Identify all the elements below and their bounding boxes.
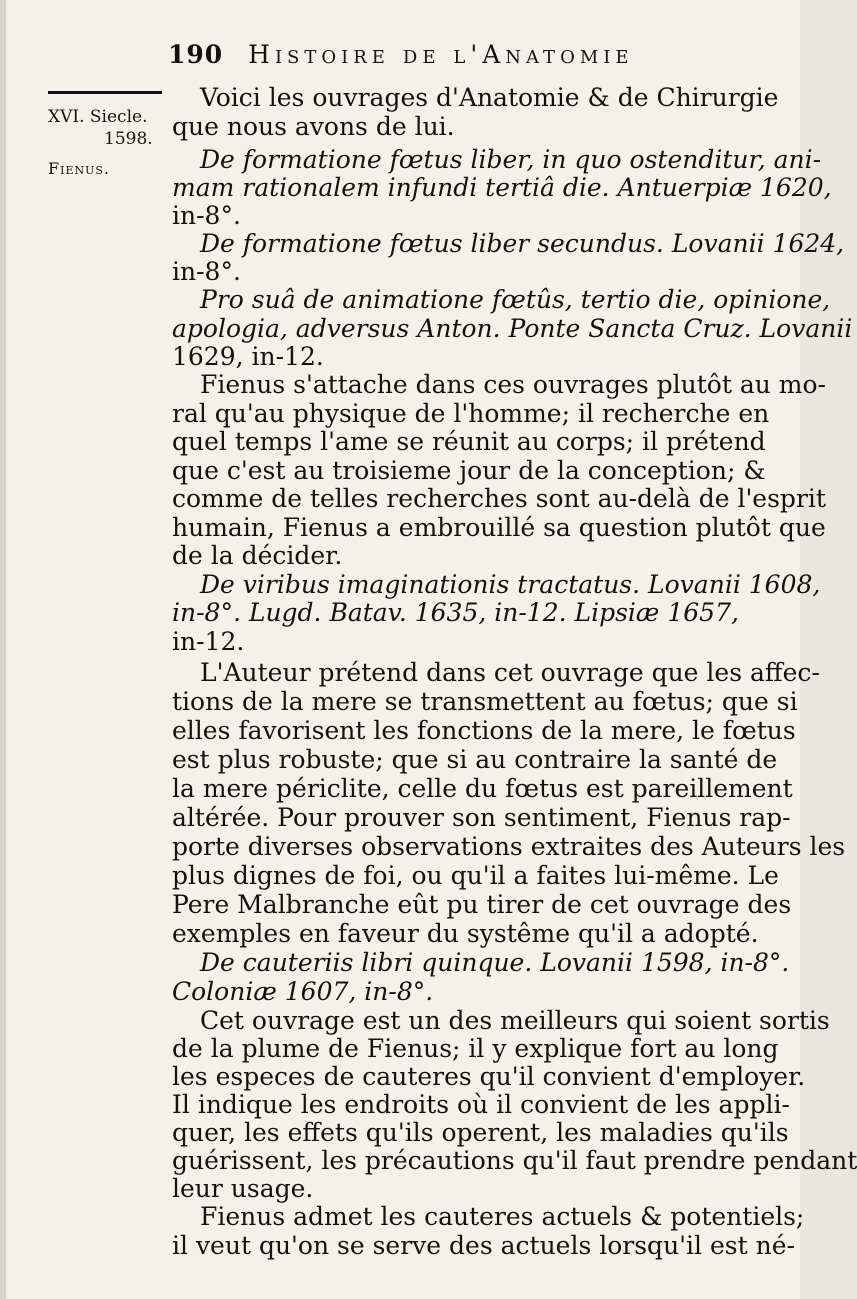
title-line: De cauteriis libri quinque. Lovanii 1598, in-8°.	[200, 948, 790, 977]
text-line: tions de la mere se transmettent au fœtus; que si	[172, 687, 798, 716]
margin-rule	[48, 91, 162, 94]
text-line: de la plume de Fienus; il y explique fort au long	[172, 1034, 779, 1063]
text-line: in-8°.	[172, 201, 241, 230]
text-line: que c'est au troisieme jour de la conception; &	[172, 456, 766, 485]
text-line: Voici les ouvrages d'Anatomie & de Chirurgie	[200, 83, 779, 112]
text-line: ral qu'au physique de l'homme; il recherche en	[172, 399, 770, 428]
title-line: Coloniæ 1607, in-8°.	[172, 977, 434, 1006]
text-line: quel temps l'ame se réunit au corps; il prétend	[172, 427, 766, 456]
text-line: elles favorisent les fonctions de la mere, le fœtus	[172, 716, 796, 745]
margin-note-year: 1598.	[104, 129, 153, 149]
text-line: est plus robuste; que si au contraire la santé de	[172, 745, 778, 774]
text-line: il veut qu'on se serve des actuels lorsqu'il est né-	[172, 1231, 795, 1260]
margin-note-century: XVI. Siecle.	[48, 107, 148, 127]
text-line: in-12.	[172, 627, 245, 656]
text-line: plus dignes de foi, ou qu'il a faites lui-même. Le	[172, 861, 779, 890]
text-line: de la décider.	[172, 541, 343, 570]
text-line: altérée. Pour prouver son sentiment, Fienus rap-	[172, 803, 791, 832]
text-line: porte diverses observations extraites des Auteurs les	[172, 832, 846, 861]
page-number: 190	[168, 40, 224, 69]
text-line: la mere périclite, celle du fœtus est pareillement	[172, 774, 793, 803]
text-line: Fienus s'attache dans ces ouvrages plutôt au mo-	[200, 370, 826, 399]
text-line: exemples en faveur du systême qu'il a adopté.	[172, 919, 759, 948]
text-line: Cet ouvrage est un des meilleurs qui soient sortis	[200, 1006, 830, 1035]
title-line: in-8°. Lugd. Batav. 1635, in-12. Lipsiæ 1657,	[172, 598, 739, 627]
page-edge-shadow	[0, 0, 6, 1299]
margin-note-author: Fienus.	[48, 159, 110, 178]
title-line: De formatione fœtus liber secundus. Lovanii 1624,	[200, 229, 845, 258]
running-header	[168, 40, 668, 76]
text-line: Il indique les endroits où il convient de les appli-	[172, 1090, 790, 1119]
text-line: 1629, in-12.	[172, 342, 324, 371]
title-line: apologia, adversus Anton. Ponte Sancta Cruz. Lovanii	[172, 314, 853, 343]
text-line: leur usage.	[172, 1174, 314, 1203]
title-line: De formatione fœtus liber, in quo ostenditur, ani-	[200, 145, 822, 174]
text-line: Pere Malbranche eût pu tirer de cet ouvrage des	[172, 890, 792, 919]
text-line: que nous avons de lui.	[172, 112, 455, 141]
text-line: comme de telles recherches sont au-delà de l'esprit	[172, 484, 826, 513]
title-line: De viribus imaginationis tractatus. Lovanii 1608,	[200, 570, 821, 599]
text-line: L'Auteur prétend dans cet ouvrage que les affec-	[200, 658, 820, 687]
running-title: Histoire de l'Anatomie	[248, 40, 634, 69]
text-line: Fienus admet les cauteres actuels & potentiels;	[200, 1202, 805, 1231]
title-line: mam rationalem infundi tertiâ die. Antuerpiæ 1620,	[172, 173, 832, 202]
title-line: Pro suâ de animatione fœtûs, tertio die, opinione,	[200, 285, 831, 314]
text-line: guérissent, les précautions qu'il faut prendre pendant	[172, 1146, 857, 1175]
text-line: in-8°.	[172, 257, 241, 286]
text-line: quer, les effets qu'ils operent, les maladies qu'ils	[172, 1118, 789, 1147]
text-line: humain, Fienus a embrouillé sa question plutôt que	[172, 513, 826, 542]
text-line: les especes de cauteres qu'il convient d'employer.	[172, 1062, 806, 1091]
